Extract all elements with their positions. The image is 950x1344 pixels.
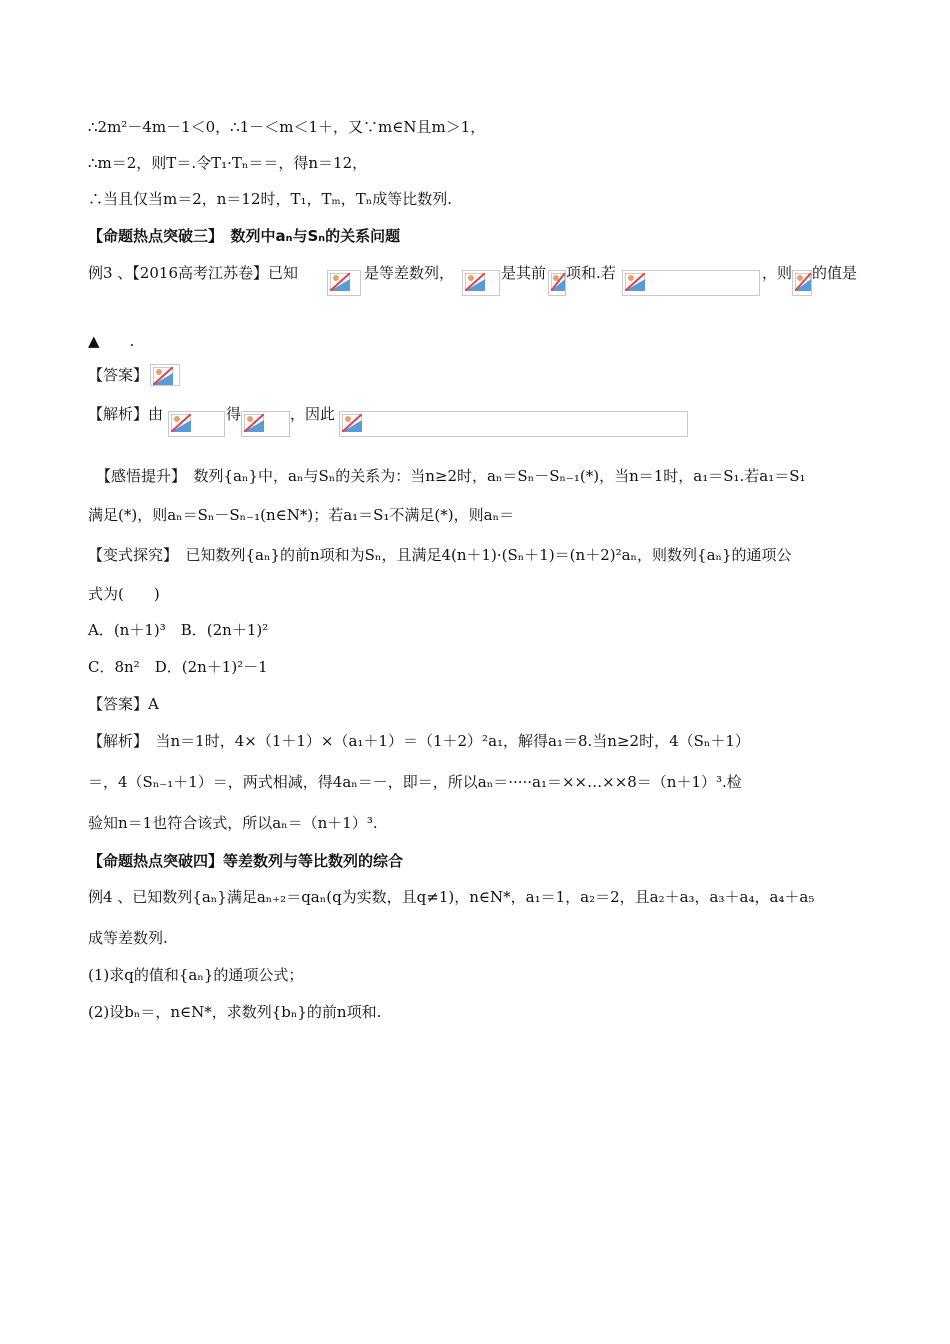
section-heading: 【命题热点突破四】等差数列与等比数列的综合: [88, 852, 404, 870]
formula-image: [622, 270, 760, 296]
text-line: ＝，4（Sₙ₋₁＋1）＝，两式相减，得4aₙ＝－，即＝，所以aₙ＝·····a₁＝××…××8＝（n＋1）³.检: [88, 773, 742, 791]
text-line: 验知n＝1也符合该式，所以aₙ＝（n＋1）³.: [88, 814, 378, 832]
formula-image: [150, 364, 180, 386]
text-line: 【变式探究】 已知数列{aₙ}的前n项和为Sₙ，且满足4(n＋1)·(Sₙ＋1)＝(n＋2)²aₙ，则数列{aₙ}的通项公: [88, 546, 792, 564]
broken-image-icon: [342, 414, 362, 432]
text-line: 【感悟提升】 数列{aₙ}中，aₙ与Sₙ的关系为：当n≥2时，aₙ＝Sₙ－Sₙ₋₁(*)，当n＝1时，a₁＝S₁.若a₁＝S₁: [96, 467, 806, 485]
broken-image-icon: [153, 367, 173, 385]
formula-image: [792, 270, 812, 296]
text-line: 成等差数列.: [88, 929, 168, 947]
formula-image: [327, 270, 361, 296]
text-fragment: 【解析】由: [88, 405, 164, 423]
section-heading: 【命题热点突破三】 数列中aₙ与Sₙ的关系问题: [88, 227, 401, 245]
text-fragment: 的值是: [812, 264, 858, 282]
broken-image-icon: [551, 273, 565, 291]
formula-image: [548, 270, 566, 296]
text-line: 例4 、已知数列{aₙ}满足aₙ₊₂＝qaₙ(q为实数，且q≠1)，n∈N*，a₁＝1，a₂＝2，且a₂＋a₃，a₃＋a₄，a₄＋a₅: [88, 888, 815, 906]
text-fragment: 例3 、【2016高考江苏卷】已知: [88, 264, 298, 282]
broken-image-icon: [625, 273, 645, 291]
text-fragment: ，因此: [290, 405, 336, 423]
text-fragment: 得: [226, 405, 242, 423]
text-line: ∴当且仅当m＝2，n＝12时，T₁，Tₘ，Tₙ成等比数列.: [88, 190, 453, 208]
text-fragment: 是其前: [501, 264, 547, 282]
formula-image: [462, 270, 500, 296]
text-line: ∴2m²－4m－1＜0，∴1－＜m＜1＋，又∵m∈N且m＞1，: [88, 118, 486, 136]
broken-image-icon: [795, 273, 811, 291]
text-line: 式为( ): [88, 585, 160, 603]
answer-label: 【答案】: [88, 366, 149, 384]
answer-blank: ▲ .: [88, 332, 135, 350]
option-line: A．(n＋1)³ B．(2n＋1)²: [88, 621, 269, 639]
text-line: 【解析】 当n＝1时，4×（1＋1）×（a₁＋1）＝（1＋2）²a₁，解得a₁＝8.当n≥2时，4（Sₙ＋1）: [88, 732, 750, 750]
text-fragment: ，则: [762, 264, 793, 282]
broken-image-icon: [171, 414, 191, 432]
formula-image: [339, 411, 688, 437]
text-fragment: 是等差数列，: [364, 264, 455, 282]
formula-image: [241, 411, 290, 437]
text-fragment: 项和.若: [566, 264, 616, 282]
question-item: (2)设bₙ＝，n∈N*，求数列{bₙ}的前n项和.: [88, 1003, 382, 1021]
broken-image-icon: [465, 273, 485, 291]
question-item: (1)求q的值和{aₙ}的通项公式；: [88, 966, 304, 984]
text-line: 满足(*)，则aₙ＝Sₙ－Sₙ₋₁(n∈N*)；若a₁＝S₁不满足(*)，则aₙ＝: [88, 506, 515, 524]
answer-line: 【答案】A: [88, 695, 159, 713]
broken-image-icon: [244, 414, 264, 432]
broken-image-icon: [330, 273, 350, 291]
formula-image: [168, 411, 225, 437]
option-line: C．8n² D．(2n＋1)²－1: [88, 658, 268, 676]
text-line: ∴m＝2，则T＝.令T₁·Tₙ＝＝，得n＝12，: [88, 154, 368, 172]
